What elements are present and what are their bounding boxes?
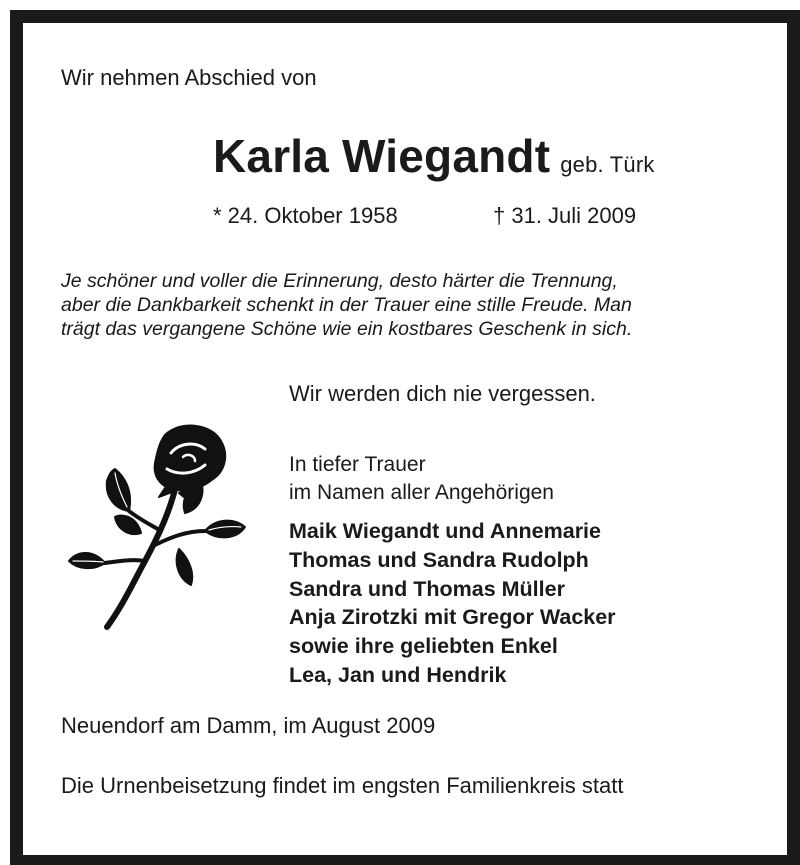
mourner-name: Lea, Jan und Hendrik xyxy=(289,662,507,687)
death-date: † 31. Juli 2009 xyxy=(493,203,637,228)
mourner-name: Anja Zirotzki mit Gregor Wacker xyxy=(289,605,616,630)
rose-icon xyxy=(67,413,263,635)
mourner-name: Sandra und Thomas Müller xyxy=(289,576,565,601)
quote-line: trägt das vergangene Schöne wie ein kostbares Geschenk in sich. xyxy=(61,318,633,340)
mourning-text xyxy=(289,451,554,507)
mourning-line: im Namen aller Angehörigen xyxy=(289,481,554,504)
mourner-list xyxy=(289,517,616,690)
mourner-name: Thomas und Sandra Rudolph xyxy=(289,547,589,572)
deceased-name-line xyxy=(213,129,655,183)
intro-text: Wir nehmen Abschied von xyxy=(61,65,317,90)
obituary-notice xyxy=(10,10,800,865)
deceased-name: Karla Wiegandt xyxy=(213,130,551,182)
quote-line: aber die Dankbarkeit schenkt in der Trauer eine stille Freude. Man xyxy=(61,294,632,316)
memorial-quote xyxy=(61,269,753,341)
burial-note: Die Urnenbeisetzung findet im engsten Familienkreis statt xyxy=(61,773,624,798)
birth-date: * 24. Oktober 1958 xyxy=(213,203,398,228)
mourner-name: sowie ihre geliebten Enkel xyxy=(289,634,558,659)
never-forget-text: Wir werden dich nie vergessen. xyxy=(289,381,596,406)
place-and-date: Neuendorf am Damm, im August 2009 xyxy=(61,713,436,738)
mourning-line: In tiefer Trauer xyxy=(289,453,426,476)
mourner-name: Maik Wiegandt und Annemarie xyxy=(289,519,601,543)
quote-line: Je schöner und voller die Erinnerung, desto härter die Trennung, xyxy=(61,270,618,292)
maiden-name: geb. Türk xyxy=(560,152,655,177)
